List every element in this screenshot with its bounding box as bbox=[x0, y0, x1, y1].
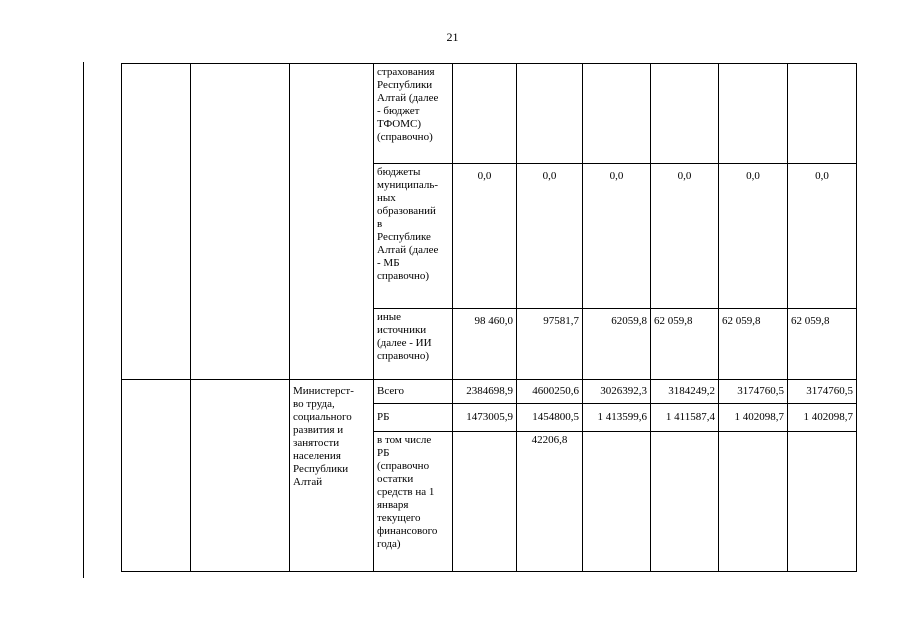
value-cell: 0,0 bbox=[453, 164, 517, 309]
value-cell bbox=[788, 432, 857, 572]
budget-table bbox=[121, 63, 857, 572]
table-row bbox=[122, 380, 857, 404]
cell-col-1 bbox=[122, 64, 191, 380]
value-cell: 3174760,5 bbox=[719, 380, 788, 404]
value-cell: 0,0 bbox=[719, 164, 788, 309]
value-cell: 1 411587,4 bbox=[651, 404, 719, 432]
value-cell: 97581,7 bbox=[517, 309, 583, 380]
source-vsego: Всего bbox=[374, 380, 453, 404]
source-rb-ostatki: в том числе РБ (справочно остатки средств на 1 января текущего финансового года) bbox=[374, 432, 453, 572]
value-cell bbox=[651, 432, 719, 572]
value-cell: 62 059,8 bbox=[788, 309, 857, 380]
value-cell: 0,0 bbox=[583, 164, 651, 309]
source-rb: РБ bbox=[374, 404, 453, 432]
value-cell: 0,0 bbox=[651, 164, 719, 309]
value-cell: 42206,8 bbox=[517, 432, 583, 572]
value-cell bbox=[583, 432, 651, 572]
value-cell: 1473005,9 bbox=[453, 404, 517, 432]
value-cell: 2384698,9 bbox=[453, 380, 517, 404]
cell-col-3 bbox=[290, 64, 374, 380]
source-ii: иные источники (далее - ИИ справочно) bbox=[374, 309, 453, 380]
value-cell bbox=[788, 64, 857, 164]
margin-line bbox=[83, 62, 84, 578]
value-cell bbox=[583, 64, 651, 164]
table-row bbox=[122, 64, 857, 164]
source-tfoms: страхования Республики Алтай (далее - бюджет ТФОМС) (справочно) bbox=[374, 64, 453, 164]
value-cell: 3174760,5 bbox=[788, 380, 857, 404]
value-cell: 98 460,0 bbox=[453, 309, 517, 380]
value-cell: 1 402098,7 bbox=[719, 404, 788, 432]
value-cell bbox=[719, 432, 788, 572]
value-cell: 1454800,5 bbox=[517, 404, 583, 432]
value-cell bbox=[453, 64, 517, 164]
cell-col-1 bbox=[122, 380, 191, 572]
value-cell: 0,0 bbox=[788, 164, 857, 309]
cell-col-2 bbox=[191, 380, 290, 572]
value-cell bbox=[719, 64, 788, 164]
value-cell: 3026392,3 bbox=[583, 380, 651, 404]
value-cell: 62 059,8 bbox=[651, 309, 719, 380]
ministry-name: Министерст- во труда, социального развития и занятости населения Республики Алтай bbox=[290, 380, 374, 572]
value-cell: 4600250,6 bbox=[517, 380, 583, 404]
value-cell: 1 402098,7 bbox=[788, 404, 857, 432]
value-cell: 62059,8 bbox=[583, 309, 651, 380]
page-number: 21 bbox=[446, 30, 459, 44]
value-cell: 0,0 bbox=[517, 164, 583, 309]
source-mb: бюджеты муниципаль- ных образований в Республике Алтай (далее - МБ справочно) bbox=[374, 164, 453, 309]
cell-col-2 bbox=[191, 64, 290, 380]
value-cell: 62 059,8 bbox=[719, 309, 788, 380]
value-cell bbox=[651, 64, 719, 164]
value-cell bbox=[453, 432, 517, 572]
value-cell: 3184249,2 bbox=[651, 380, 719, 404]
value-cell: 1 413599,6 bbox=[583, 404, 651, 432]
value-cell bbox=[517, 64, 583, 164]
